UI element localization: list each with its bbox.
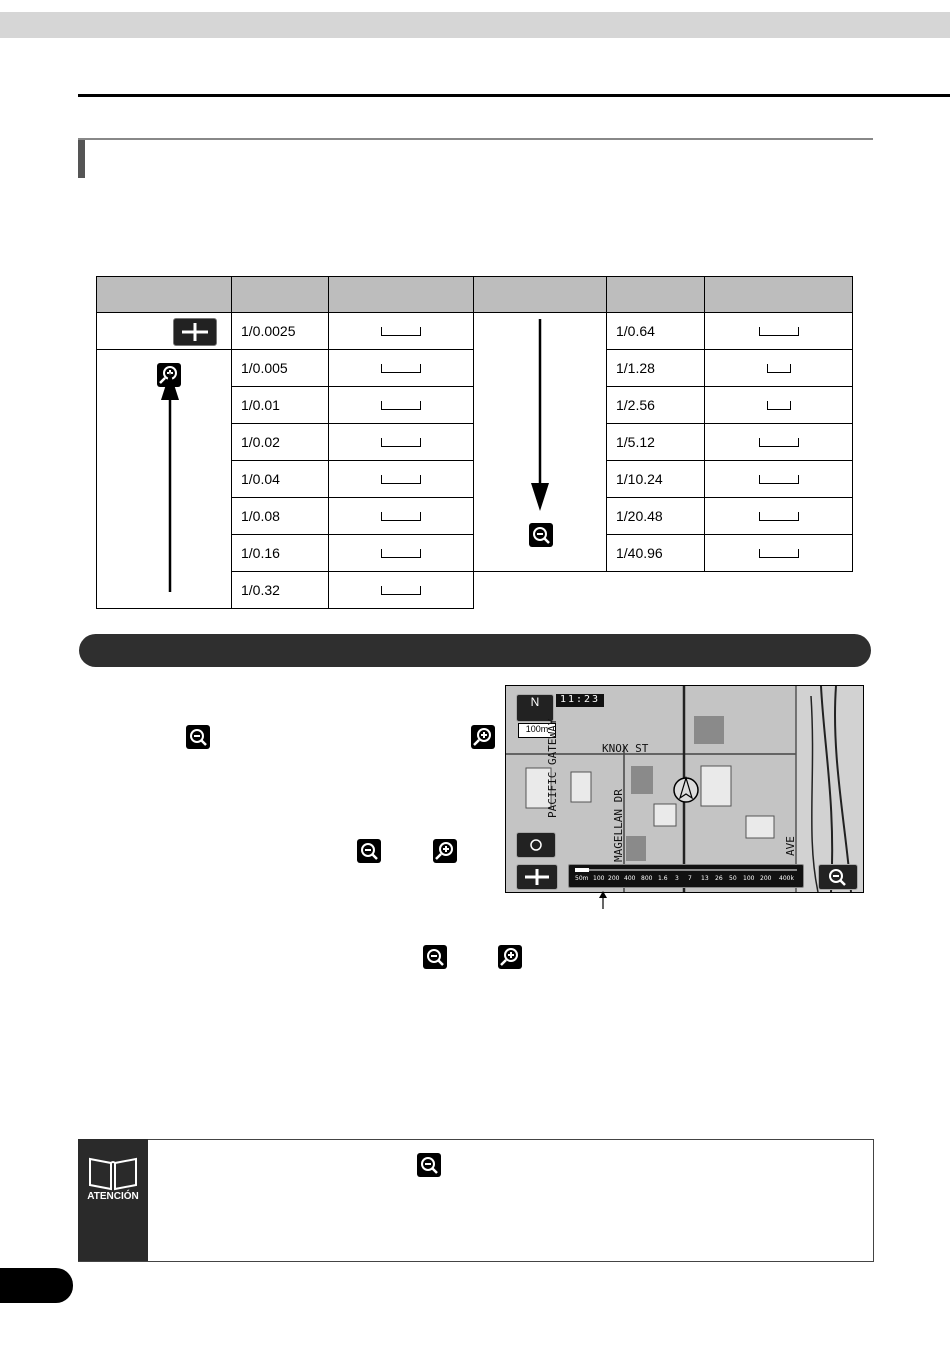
table-row	[97, 313, 853, 350]
section-rule	[78, 138, 873, 140]
scale-bar	[381, 475, 421, 484]
scale-bar	[759, 327, 799, 336]
scale-bar	[759, 475, 799, 484]
compass-button[interactable]: N	[516, 694, 554, 722]
zoom-in-icon	[433, 839, 457, 863]
scale-tick: 1.6	[658, 875, 668, 882]
scale-tick: 400k	[779, 875, 794, 882]
scale-value: 1/0.64	[607, 313, 705, 350]
scale-value: 1/0.16	[232, 535, 329, 572]
zoom-in-icon	[471, 725, 495, 749]
scale-tick: 400	[624, 875, 636, 882]
subsection-bar	[79, 634, 871, 667]
scale-tick: 200	[760, 875, 772, 882]
scale-tick: 100	[743, 875, 755, 882]
page-number-tab	[0, 1268, 73, 1303]
note-box	[78, 1139, 874, 1262]
scale-bar	[767, 401, 791, 410]
scale-value: 1/40.96	[607, 535, 705, 572]
scale-value: 1/2.56	[607, 387, 705, 424]
note-label: ATENCIÓN	[87, 1191, 139, 1202]
crosshair-icon[interactable]	[516, 864, 558, 890]
scale-tick: 100	[593, 875, 605, 882]
scale-value: 1/20.48	[607, 498, 705, 535]
scale-value: 1/1.28	[607, 350, 705, 387]
scale-value: 1/0.08	[232, 498, 329, 535]
scale-bar	[759, 549, 799, 558]
scale-tick: 7	[688, 875, 692, 882]
scale-bar	[381, 438, 421, 447]
scale-tick: 800	[641, 875, 653, 882]
note-sidebar	[78, 1139, 148, 1261]
scale-value: 1/10.24	[607, 461, 705, 498]
zoom-in-cell	[97, 350, 232, 609]
scale-bar	[759, 438, 799, 447]
zoom-out-icon	[186, 725, 210, 749]
scale-bar	[381, 586, 421, 595]
scale-value: 1/0.32	[232, 572, 329, 609]
scale-tick: 13	[701, 875, 709, 882]
scale-value: 1/0.01	[232, 387, 329, 424]
scale-value: 1/0.0025	[232, 313, 329, 350]
scale-tick: 3	[675, 875, 679, 882]
scale-value: 1/0.02	[232, 424, 329, 461]
street-label: KNOX ST	[602, 742, 649, 755]
scale-bar	[381, 549, 421, 558]
top-band	[0, 12, 950, 38]
scale-value: 1/0.04	[232, 461, 329, 498]
street-label: MAGELLAN DR	[612, 789, 625, 862]
scale-bar	[381, 364, 421, 373]
scale-tick: 50m	[575, 875, 589, 882]
up-arrow	[97, 350, 232, 605]
gps-button[interactable]	[516, 832, 556, 858]
clock: 11:23	[556, 694, 604, 707]
zoom-out-icon[interactable]	[818, 864, 858, 890]
section-marker	[78, 140, 85, 178]
street-label: PACIFIC GATEWAY	[546, 718, 559, 818]
scale-bar	[381, 327, 421, 336]
map-background	[506, 686, 863, 892]
pointer-arrow	[597, 891, 609, 909]
scale-tick: 26	[715, 875, 723, 882]
zoom-out-icon	[417, 1153, 441, 1177]
crosshair-icon	[173, 318, 217, 346]
zoom-out-icon	[529, 523, 553, 547]
scale-tick: 200	[608, 875, 620, 882]
zoom-out-icon	[357, 839, 381, 863]
scale-value: 1/5.12	[607, 424, 705, 461]
scale-tick: 50	[729, 875, 737, 882]
header-rule	[78, 94, 950, 97]
map-screen	[505, 685, 864, 893]
scale-badge: 100m	[518, 723, 556, 738]
zoom-out-cell	[474, 313, 607, 572]
scale-bar	[381, 401, 421, 410]
street-label: AVE	[784, 836, 797, 856]
zoom-scale-bar[interactable]	[568, 864, 804, 888]
scale-value: 1/0.005	[232, 350, 329, 387]
scale-table	[96, 276, 853, 609]
scale-bar	[759, 512, 799, 521]
scale-bar	[381, 512, 421, 521]
zoom-in-icon	[498, 945, 522, 969]
table-header-row	[97, 277, 853, 313]
zoom-out-icon	[423, 945, 447, 969]
scale-bar	[767, 364, 791, 373]
